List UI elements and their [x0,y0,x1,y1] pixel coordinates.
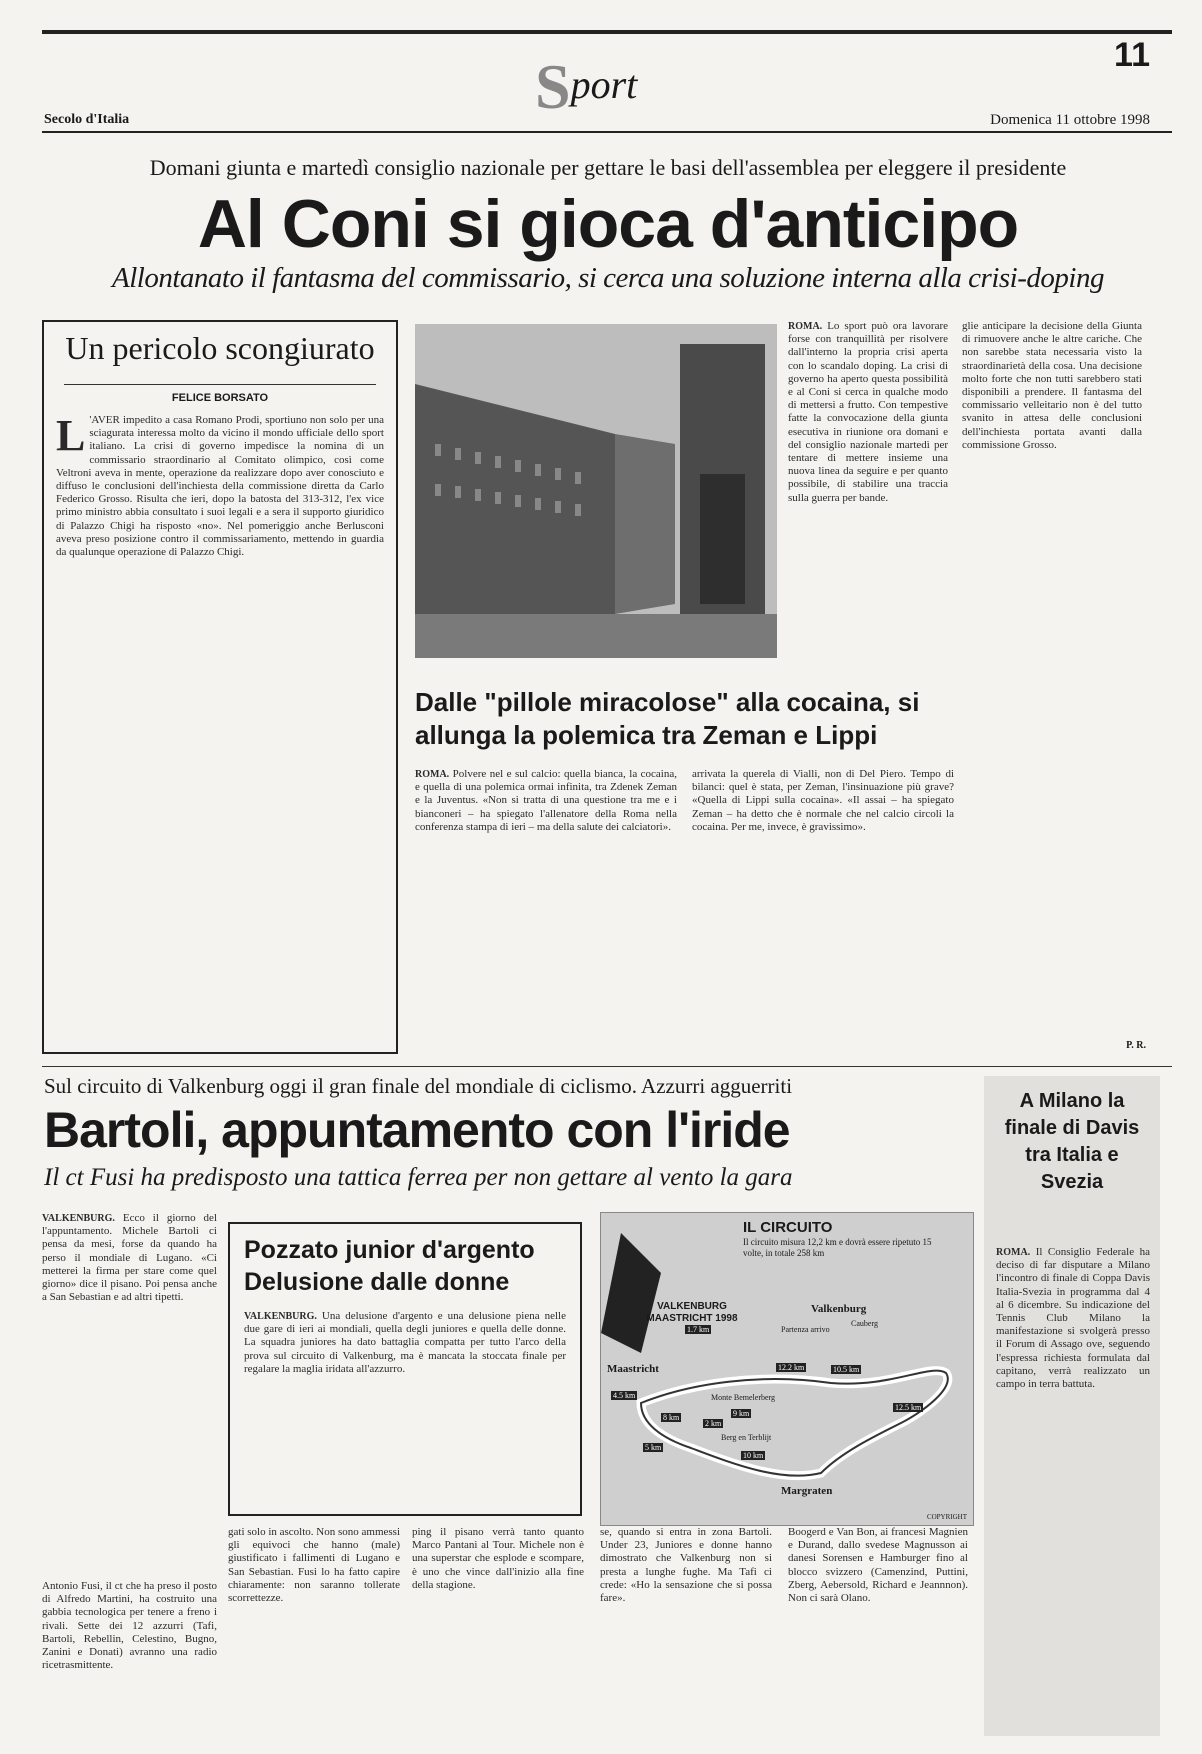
map-dist-2: 12.2 km [778,1363,805,1372]
cycling-deck: Il ct Fusi ha predisposto una tattica ferrea per non gettare al vento la gara [44,1164,793,1191]
paper-name: Secolo d'Italia [44,112,130,127]
circuit-map [600,1212,974,1526]
top-rule [42,30,1172,34]
building-illustration [415,324,777,658]
map-town-cauberg: Cauberg [851,1319,878,1328]
lead-kicker: Domani giunta e martedì consiglio nazionale per gettare le basi dell'assemblea per eleggere il presidente [149,155,1067,180]
map-dist-5: 4.5 km [613,1391,636,1400]
story-right-col2: glie anticipare la decisione della Giunta di rimuovere anche le altre cariche. Che non sarebbe stata necessaria visto la straordinarietà della cosa. Una decisione molto forte che non tutti sarebbero stati disponibili a prendere. Il fantasma del commissario velleitario non è del tutto svanito in attesa delle conclusioni dell'inchiesta portata avanti dalla commissione Grosso. [962,320,1142,451]
section-title: Sport [535,51,638,122]
editorial-body: L 'AVER impedito a casa Romano Prodi, sportiuno non solo per una sciagurata interessa molto da vicino il mondo ufficiale dello sport italiano. La crisi di governo impedisce la nomina di un commissario straordinario al Comitato olimpico, così come Veltroni aveva in mente, operazione da realizzare dopo aver conosciuto e diffuso le conclusioni dell'inchiesta della commissione diretta da Carlo Federico Grosso. Risulta che ieri, dopo la batosta del 313-312, l'ex vice primo ministro abbia consultato i suoi legali e a sera il supporto giuridico di Palazzo Chigi ha risposto «no». Nel pomeriggio anche Berlusconi aveva preso posizione contro il commissariamento, mettendo in guardia da qualunque operazione di Palazzo Chigi. [56,414,384,559]
pozzato-body: VALKENBURG. Una delusione d'argento e una delusione piena nelle due gare di ieri ai mondiali, quella degli juniores e quella delle donne. La squadra juniores ha dato battaglia compatta per tutto l'arco della prova sul circuito di Valkenburg, ma è mancata la stoccata finale per regalare la maglia iridata all'azzurro. [244,1310,566,1375]
zeman-headline: Dalle "pillole miracolose" alla cocaina, si allunga la polemica tra Zeman e Lippi [415,687,920,750]
davis-headline: A Milano la finale di Davis tra Italia e Svezia [1004,1090,1140,1193]
map-dist-7: 8 km [663,1413,680,1422]
issue-date: Domenica 11 ottobre 1998 [990,112,1150,128]
cycling-bottom-col2: gati solo in ascolto. Non sono ammessi gli equivoci che hanno (male) giustificato i fallimenti di Lugano e San Sebastian. Fusi lo ha fatto capire chiaramente: non saranno tollerate scorrettezze. [228,1526,400,1605]
map-title: IL CIRCUITO [743,1219,833,1236]
map-town-valkenburg: Valkenburg [811,1303,867,1315]
map-town-maastricht: Maastricht [607,1363,659,1375]
pozzato-box [228,1222,582,1516]
cycling-bottom-col3: ping il pisano verrà tanto quanto Marco Pantani al Tour. Michele non è una superstar che esplode e scompare, è uno che vince dall'inizio alla fine della stagione. [412,1526,584,1591]
section-divider [42,1066,1172,1067]
lead-deck: Allontanato il fantasma del commissario, si cerca una soluzione interna alla crisi-doping [112,262,1104,294]
map-subtitle: Il circuito misura 12,2 km e dovrà essere ripetuto 15 volte, in totale 258 km [743,1237,932,1258]
signature: P. R. [1126,1040,1146,1051]
editorial-byline: FELICE BORSATO [171,392,269,404]
map-dist-1: 1.7 km [687,1325,710,1334]
cycling-headline: Bartoli, appuntamento con l'iride [44,1102,790,1158]
map-dist-4: 9 km [733,1409,750,1418]
zeman-col2: arrivata la querela di Vialli, non di Del Piero. Tempo di bilanci: quel è stata, per Zeman, l'insinuazione più grave? «Quella di Lippi sulla cocaina». «Il assai – ha spiegato Zeman – ha detto che è normale che nel calcio circoli la cocaina. Per me, invece, è gravissimo». [692,768,954,833]
editorial-title: Un pericolo scongiurato [65,330,375,366]
map-town-margraten: Margraten [781,1485,833,1497]
map-region: VALKENBURG MAASTRICHT 1998 [646,1301,738,1324]
map-dist-10: 12.5 km [895,1403,922,1412]
davis-body: ROMA. Il Consiglio Federale ha deciso di far disputare a Milano l'incontro di finale di Coppa Davis Italia-Svezia in programma dal 4 al 6 dicembre. Su indicazione del Tennis Club Milano la manifestazione si svolgerà presso il Forum di Assago ove, seguendo l'espressa richiesta formulata dal capitano, verrà realizzato un campo in terra battuta. [996,1246,1150,1391]
davis-sidebar [984,1076,1160,1736]
pozzato-headline: Pozzato junior d'argento Delusione dalle donne [244,1236,535,1296]
editorial-box [42,320,398,1054]
map-legend-start: Partenza arrivo [781,1325,830,1334]
cycling-bottom-col1: Antonio Fusi, il ct che ha preso il posto di Alfredo Martini, ha costruito una gabbia tecnologica per tenere a freno i rivali. Sette dei 12 azzurri (Tafi, Bartoli, Rebellin, Celestino, Bugno, Zanini e Donati) avranno una radio ricetrasmittente. [42,1580,217,1672]
map-climb: Monte Bemelerberg [711,1393,776,1402]
cycling-col1: VALKENBURG. Ecco il giorno del l'appuntamento. Michele Bartoli ci pensa da mesi, forse da quando ha perso il mondiale di Lugano. «Ci metterei la firma per stare come quel giorno» dice il pisano. Poi pensa anche a San Sebastian e ad altri tipetti. [42,1212,217,1304]
cycling-bottom-col5: Boogerd e Van Bon, ai francesi Magnien e Durand, dallo svedese Magnusson ai danesi Sorensen e Hamburger fino al blocco svizzero (Camenzind, Puttini, Zberg, Aebersold, Richard e Jeannnon). Non ci sarà Olano. [788,1526,968,1605]
map-dist-8: 10 km [743,1451,764,1460]
cycling-bottom-col4: se, quando si entra in zona Bartoli. Under 23, Juniores e donne hanno dimostrato che Valkenburg non si presta a lunghe fughe. Ma Tafi ci crede: «Ho la sensazione che si possa fare». [600,1526,772,1605]
zeman-col1: ROMA. Polvere nel e sul calcio: quella bianca, la cocaina, e quella di una polemica ormai infinita, tra Zdenek Zeman e la Juventus. «Non si tratta di una questione tra me e i bianconeri – ha spiegato l'allenatore della Roma nella conferenza stampa di ieri – ma della salute dei calciatori». [415,768,677,833]
map-dist-9: 5 km [645,1443,662,1452]
lead-headline: Al Coni si gioca d'anticipo [197,186,1019,262]
story-right-col1: ROMA. Lo sport può ora lavorare forse con tranquillità per risolvere dall'interno la propria crisi aperta con lo scandalo doping. La crisi di governo ha aperto questa possibilità e al Coni si cerca in qualche modo di mettersi a frutto. Con tempestive fatte la convocazione della giunta esecutiva in riunione ora domani e del consiglio nazionale martedì per tentare di mettere insieme una nuova linea da seguire e per quanto possibile, di stabilire una traccia sulla guerra per bande. [788,320,948,504]
photo-foro-italico [415,324,777,658]
map-dist-6: 2 km [705,1419,722,1428]
page-number: 11 [1114,36,1150,74]
map-credit: COPYRIGHT [926,1513,967,1521]
cycling-kicker: Sul circuito di Valkenburg oggi il gran finale del mondiale di ciclismo. Azzurri agguerriti [44,1074,793,1098]
masthead-rule [42,131,1172,133]
dropcap: L [56,414,86,460]
map-dist-3: 10.5 km [833,1365,860,1374]
map-town-berg: Berg en Terblijt [721,1433,772,1442]
